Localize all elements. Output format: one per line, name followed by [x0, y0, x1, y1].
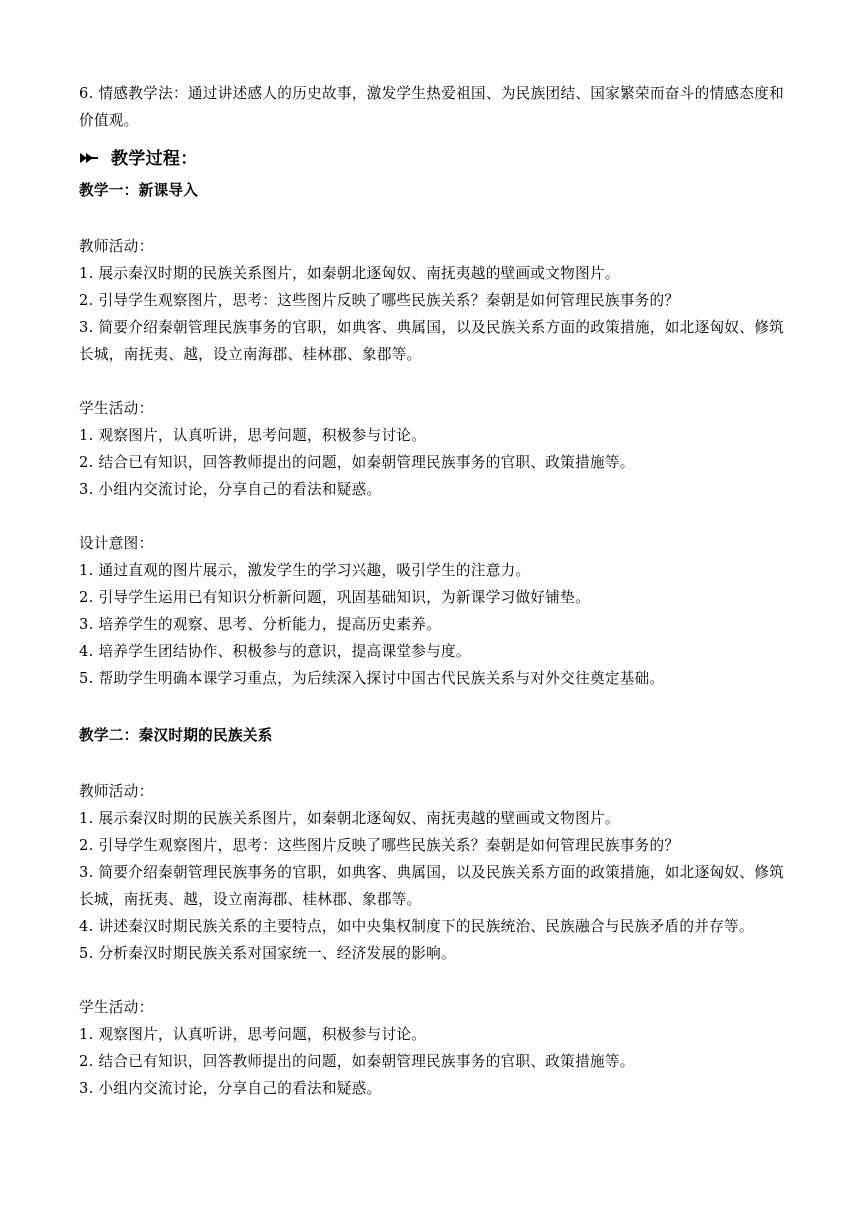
- part2-heading: 教学二：秦汉时期的民族关系: [79, 727, 273, 744]
- part2-student-label: 学生活动：: [79, 999, 154, 1016]
- list-item: 2. 引导学生观察图片，思考：这些图片反映了哪些民族关系？秦朝是如何管理民族事务的？: [79, 292, 680, 309]
- list-item: 1. 通过直观的图片展示，激发学生的学习兴趣，吸引学生的注意力。: [79, 562, 531, 579]
- list-item: 2. 引导学生观察图片，思考：这些图片反映了哪些民族关系？秦朝是如何管理民族事务的？: [79, 837, 680, 854]
- list-item: 4. 讲述秦汉时期民族关系的主要特点，如中央集权制度下的民族统治、民族融合与民族矛盾的并存等。: [79, 918, 754, 935]
- list-item: 3. 培养学生的观察、思考、分析能力，提高历史素养。: [79, 616, 442, 633]
- list-item: 5. 分析秦汉时期民族关系对国家统一、经济发展的影响。: [79, 945, 456, 962]
- list-item: 3. 小组内交流讨论，分享自己的看法和疑惑。: [79, 481, 382, 498]
- teaching-process-heading: [79, 144, 784, 174]
- part1-heading: 教学一：新课导入: [79, 182, 199, 199]
- part1-design-label: 设计意图：: [79, 535, 154, 552]
- list-item: 3. 小组内交流讨论，分享自己的看法和疑惑。: [79, 1080, 382, 1097]
- part1-teacher-label: 教师活动：: [79, 238, 154, 255]
- part1-student-label: 学生活动：: [79, 400, 154, 417]
- list-item: 1. 展示秦汉时期的民族关系图片，如秦朝北逐匈奴、南抚夷越的壁画或文物图片。: [79, 810, 620, 827]
- teaching-process-title: 教学过程：: [111, 149, 198, 169]
- document-content: [79, 80, 784, 1102]
- list-item: 3. 简要介绍秦朝管理民族事务的官职，如典客、典属国，以及民族关系方面的政策措施，如北逐匈奴、修筑长城，南抚夷、越，设立南海郡、桂林郡、象郡等。: [79, 319, 784, 363]
- list-item: 2. 结合已有知识，回答教师提出的问题，如秦朝管理民族事务的官职、政策措施等。: [79, 454, 635, 471]
- list-item: 1. 展示秦汉时期的民族关系图片，如秦朝北逐匈奴、南抚夷越的壁画或文物图片。: [79, 265, 620, 282]
- arrow-icon: [79, 152, 99, 167]
- list-item: 4. 培养学生团结协作、积极参与的意识，提高课堂参与度。: [79, 643, 471, 660]
- list-item: 5. 帮助学生明确本课学习重点，为后续深入探讨中国古代民族关系与对外交往奠定基础。: [79, 670, 665, 687]
- list-item: 1. 观察图片，认真听讲，思考问题，积极参与讨论。: [79, 1026, 427, 1043]
- list-item: 2. 引导学生运用已有知识分析新问题，巩固基础知识，为新课学习做好铺垫。: [79, 589, 590, 606]
- intro-item-6: 6. 情感教学法：通过讲述感人的历史故事，激发学生热爱祖国、为民族团结、国家繁荣而奋斗的情感态度和价值观。: [79, 85, 784, 129]
- part2-teacher-label: 教师活动：: [79, 783, 154, 800]
- list-item: 1. 观察图片，认真听讲，思考问题，积极参与讨论。: [79, 427, 427, 444]
- list-item: 3. 简要介绍秦朝管理民族事务的官职，如典客、典属国，以及民族关系方面的政策措施，如北逐匈奴、修筑长城，南抚夷、越，设立南海郡、桂林郡、象郡等。: [79, 864, 784, 908]
- list-item: 2. 结合已有知识，回答教师提出的问题，如秦朝管理民族事务的官职、政策措施等。: [79, 1053, 635, 1070]
